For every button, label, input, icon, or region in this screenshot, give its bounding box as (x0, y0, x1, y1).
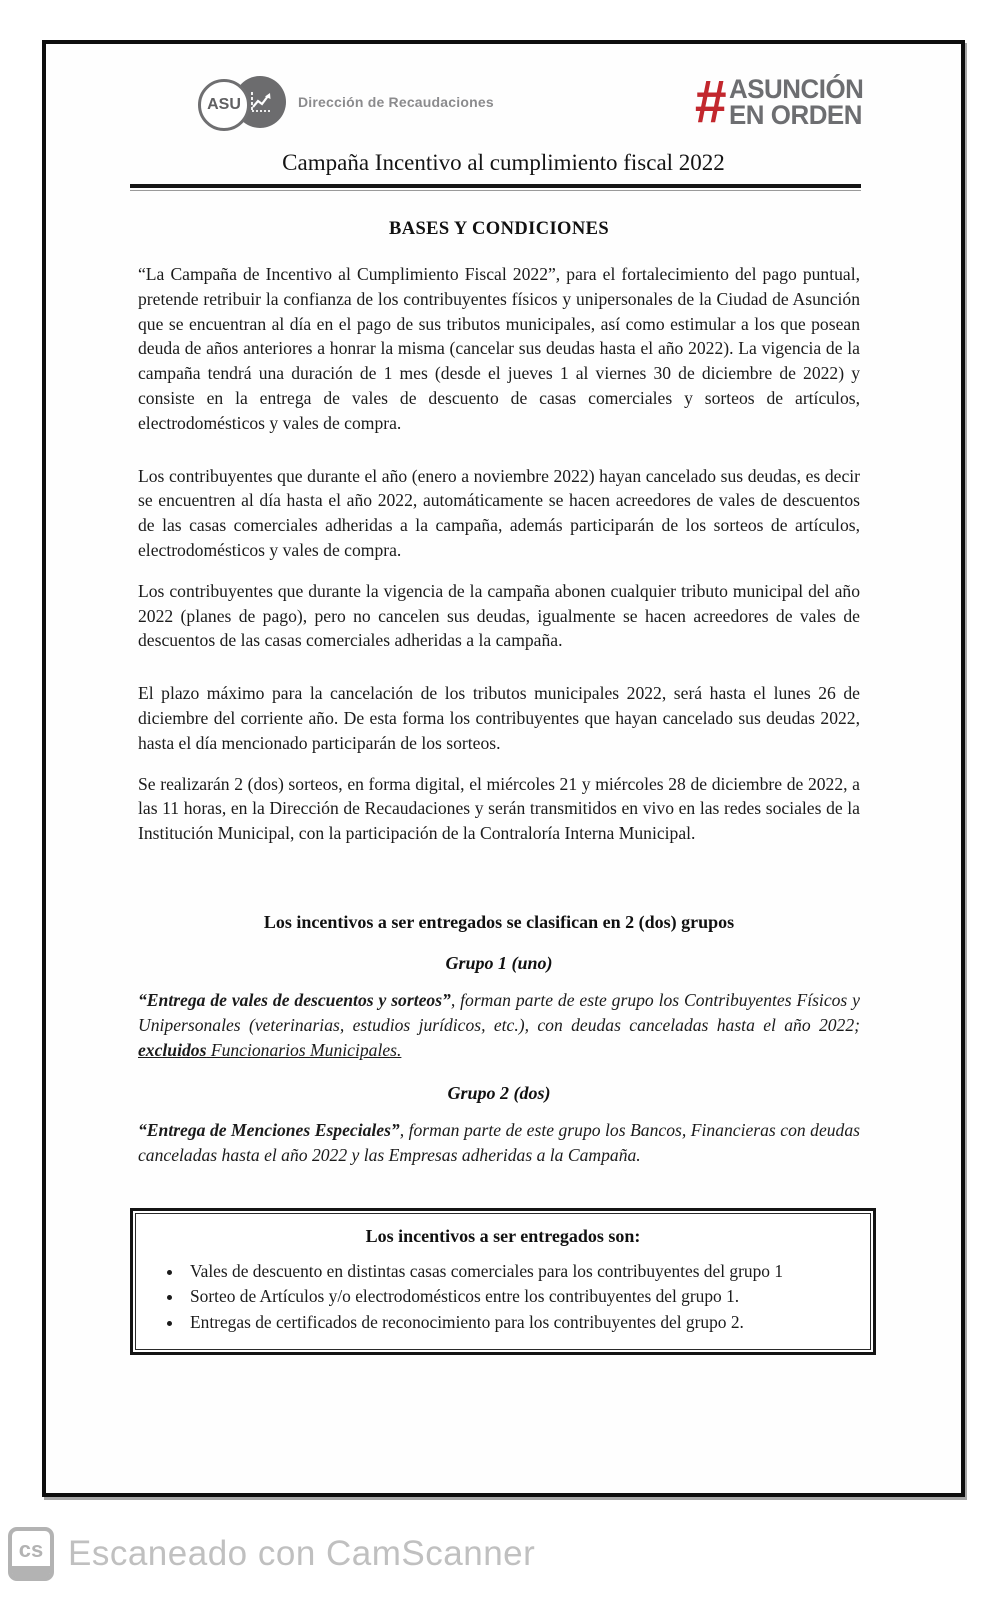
asu-logo-circles (198, 76, 284, 128)
incentives-box (130, 1208, 876, 1356)
group1-heading: Grupo 1 (uno) (445, 952, 553, 973)
list-item: • Entregas de certificados de reconocimiento para los contribuyentes del grupo 2. (184, 1310, 852, 1336)
list-item: • Vales de descuento en distintas casas comerciales para los contribuyentes del grupo 1 (184, 1259, 852, 1285)
group2-lead: “Entrega de Menciones Especiales” (138, 1119, 400, 1140)
incentives-list (154, 1259, 852, 1336)
incentives-box-heading: Los incentivos a ser entregados son: (365, 1225, 641, 1246)
group1-lead: “Entrega de vales de descuentos y sorteos” (138, 989, 451, 1010)
group1-excluded-term: excluidos (138, 1039, 207, 1060)
paragraph-raffles: Se realizarán 2 (dos) sorteos, en forma digital, el miércoles 21 y miércoles 28 de diciembre de 2022, a las 11 horas, en la Dirección de Recaudaciones y serán transmitidos en vivo en las redes sociales de la Institución Municipal, con la participación de la Contraloría Interna Municipal. (138, 773, 860, 844)
paragraph-deadline: El plazo máximo para la cancelación de los tributos municipales 2022, será hasta el lunes 26 de diciembre del corriente año. De esta forma los contribuyentes que hayan cancelado sus deudas 2022, hasta el día mencionado participarán de los sorteos. (138, 683, 860, 753)
group1-body: , forman parte de este grupo los Contribuyentes Físicos y Unipersonales (veterinarias, estudios jurídicos, etc.), con deudas canceladas hasta el año 2022; (138, 989, 860, 1035)
paragraph-eligibility: Los contribuyentes que durante el año (enero a noviembre 2022) hayan cancelado sus deudas, es decir se encuentren al día hasta el año 2022, automáticamente se hacen acreedores de vales de descuentos de las casas comerciales adheridas a la campaña, además participarán de los sorteos de artículos, electrodomésticos y vales de compra. (138, 465, 860, 560)
aeo-logo-line1: ASUNCIÓN (728, 74, 864, 104)
camscanner-label: Escaneado con CamScanner (68, 1534, 536, 1573)
paragraph-intro: “La Campaña de Incentivo al Cumplimiento Fiscal 2022”, para el fortalecimiento del pago puntual, pretende retribuir la confianza de los contribuyentes físicos y unipersonales de la Ciudad de Asunción que se encuentran al día en el pago de sus tributos municipales, así como estimular a los que posean deuda de años anteriores a honrar la misma (cancelar sus deudas hasta el año 2022). La vigencia de la campaña tendrá una duración de 1 mes (desde el jueves 1 al viernes 30 de diciembre de 2022) y consiste en la entrega de vales de descuento de casas comerciales y sorteos de artículos, electrodomésticos y vales de compra. (138, 264, 860, 433)
hashtag-icon: # (694, 68, 727, 135)
asu-circle-label: ASU (198, 79, 250, 131)
header (198, 70, 869, 134)
group1-excluded-subject: Funcionarios Municipales. (206, 1039, 402, 1060)
title-divider (130, 184, 861, 191)
paragraph-payment-plans: Los contribuyentes que durante la vigencia de la campaña abonen cualquier tributo municipal del año 2022 (planes de pago), pero no cancelen sus deudas, igualmente se hacen acreedores de vales de descuentos de las casas comerciales adheridas a la campaña. (138, 580, 860, 651)
group1-description (138, 988, 860, 1063)
asuncion-en-orden-logo (694, 68, 869, 135)
group2-body: , forman parte de este grupo los Bancos, Financieras con deudas canceladas hasta el año 2022 y las Empresas adheridas a la Campaña. (138, 1119, 860, 1165)
asu-logo (198, 76, 494, 128)
camscanner-footer (8, 1527, 535, 1581)
asu-logo-caption: Dirección de Recaudaciones (298, 94, 494, 110)
aeo-logo-line2: EN ORDEN (728, 100, 862, 130)
camscanner-icon: cs (8, 1527, 54, 1581)
group2-description (138, 1118, 860, 1168)
group2-heading: Grupo 2 (dos) (447, 1082, 551, 1103)
page-title: Campaña Incentivo al cumplimiento fiscal 2022 (282, 150, 725, 175)
section-heading-bases: BASES Y CONDICIONES (388, 219, 610, 239)
groups-classification-heading: Los incentivos a ser entregados se clasifican en 2 (dos) grupos (263, 911, 735, 932)
list-item: • Sorteo de Artículos y/o electrodomésticos entre los contribuyentes del grupo 1. (184, 1284, 852, 1310)
document-body (138, 219, 860, 1355)
scanned-page (42, 40, 965, 1497)
